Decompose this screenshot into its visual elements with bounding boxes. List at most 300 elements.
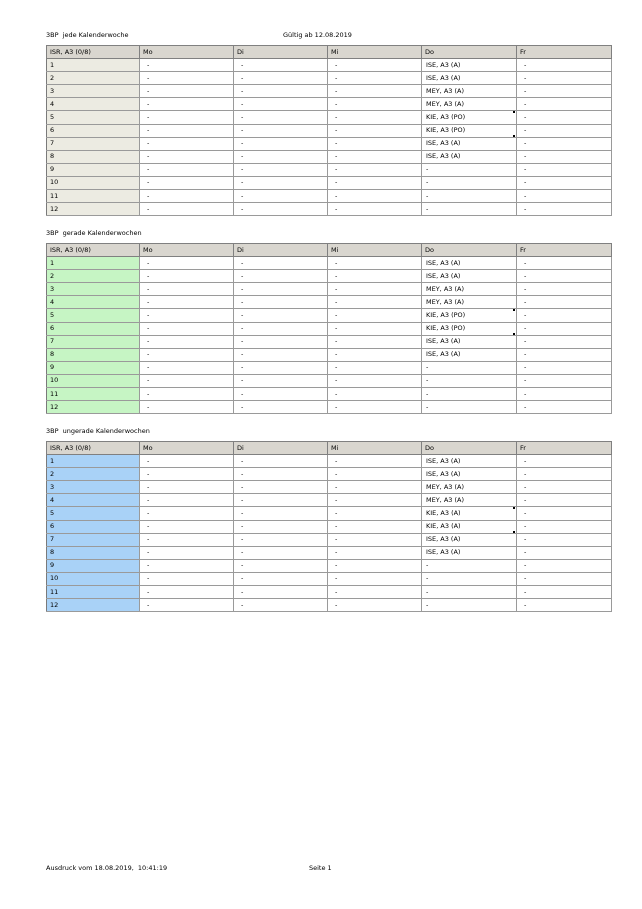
lesson-text: - — [335, 337, 338, 346]
column-header: Do — [422, 244, 517, 257]
lesson-cell — [234, 270, 328, 283]
lesson-cell — [517, 98, 612, 111]
lesson-cell — [234, 572, 328, 585]
lesson-cell — [328, 203, 422, 216]
lesson-cell — [328, 72, 422, 85]
lesson-text: - — [335, 324, 338, 333]
lesson-text: - — [241, 178, 244, 187]
lesson-cell — [140, 374, 234, 387]
lesson-cell — [422, 296, 517, 309]
lesson-cell — [328, 137, 422, 150]
lesson-cell — [517, 59, 612, 72]
lesson-cell — [140, 520, 234, 533]
period-label: 1 — [47, 59, 140, 72]
lesson-cell — [234, 388, 328, 401]
table-row — [47, 374, 612, 387]
table-row — [47, 85, 612, 98]
lesson-text: - — [335, 311, 338, 320]
lesson-text: - — [335, 152, 338, 161]
lesson-cell — [234, 401, 328, 414]
lesson-cell — [422, 59, 517, 72]
lesson-cell — [234, 559, 328, 572]
lesson-text: - — [426, 600, 429, 609]
lesson-text: - — [241, 191, 244, 200]
lesson-text: - — [335, 60, 338, 69]
lesson-cell — [234, 85, 328, 98]
lesson-cell — [517, 348, 612, 361]
lesson-text: - — [524, 284, 527, 293]
table-row — [47, 388, 612, 401]
lesson-text: - — [524, 535, 527, 544]
lesson-text: - — [524, 350, 527, 359]
lesson-cell — [234, 137, 328, 150]
lesson-cell — [328, 176, 422, 189]
lesson-text: - — [147, 376, 150, 385]
lesson-text: - — [524, 191, 527, 200]
period-label: 3 — [47, 481, 140, 494]
lesson-text: - — [335, 258, 338, 267]
lesson-cell — [234, 283, 328, 296]
table-row — [47, 572, 612, 585]
lesson-text: - — [147, 482, 150, 491]
column-header: Di — [234, 244, 328, 257]
lesson-cell — [328, 296, 422, 309]
lesson-cell — [234, 455, 328, 468]
lesson-cell — [234, 59, 328, 72]
lesson-text: - — [147, 350, 150, 359]
period-label: 12 — [47, 203, 140, 216]
marker-icon — [513, 111, 515, 113]
period-label: 11 — [47, 190, 140, 203]
lesson-text: - — [241, 152, 244, 161]
column-header: Mo — [140, 244, 234, 257]
lesson-cell — [517, 546, 612, 559]
lesson-text: - — [524, 86, 527, 95]
table-header-row — [47, 442, 612, 455]
lesson-text: - — [335, 495, 338, 504]
lesson-cell — [140, 111, 234, 124]
lesson-cell — [328, 546, 422, 559]
marker-icon — [513, 309, 515, 311]
lesson-text: - — [147, 271, 150, 280]
lesson-cell — [140, 388, 234, 401]
lesson-cell — [328, 401, 422, 414]
table-row — [47, 283, 612, 296]
lesson-text: - — [147, 324, 150, 333]
lesson-cell — [422, 72, 517, 85]
lesson-text: - — [524, 178, 527, 187]
timetable — [46, 243, 612, 414]
section-2-caption: 3BP gerade Kalenderwochen — [46, 229, 142, 237]
table-row — [47, 481, 612, 494]
lesson-text: - — [241, 86, 244, 95]
table-row — [47, 520, 612, 533]
column-header: Do — [422, 442, 517, 455]
lesson-cell — [517, 309, 612, 322]
lesson-text: - — [335, 561, 338, 570]
lesson-text: - — [147, 178, 150, 187]
period-label: 7 — [47, 137, 140, 150]
lesson-text: - — [524, 204, 527, 213]
lesson-cell — [422, 455, 517, 468]
lesson-text: - — [426, 561, 429, 570]
lesson-cell — [422, 98, 517, 111]
lesson-text: - — [335, 204, 338, 213]
lesson-text: ISE, A3 (A) — [426, 535, 461, 544]
table-row — [47, 72, 612, 85]
lesson-cell — [234, 335, 328, 348]
lesson-cell — [328, 520, 422, 533]
lesson-cell — [517, 494, 612, 507]
period-label: 2 — [47, 72, 140, 85]
lesson-text: - — [147, 509, 150, 518]
lesson-text: - — [241, 376, 244, 385]
lesson-text: - — [241, 271, 244, 280]
lesson-text: - — [335, 600, 338, 609]
lesson-cell — [140, 533, 234, 546]
lesson-text: - — [335, 402, 338, 411]
lesson-text: - — [426, 402, 429, 411]
lesson-cell — [328, 163, 422, 176]
table-row — [47, 137, 612, 150]
lesson-text: ISE, A3 (A) — [426, 337, 461, 346]
lesson-cell — [517, 468, 612, 481]
lesson-text: - — [335, 574, 338, 583]
lesson-text: - — [147, 587, 150, 596]
lesson-text: - — [147, 469, 150, 478]
column-header: Di — [234, 46, 328, 59]
lesson-cell — [140, 572, 234, 585]
lesson-text: - — [147, 311, 150, 320]
lesson-cell — [234, 72, 328, 85]
table-row — [47, 533, 612, 546]
lesson-cell — [328, 455, 422, 468]
lesson-cell — [422, 507, 517, 520]
lesson-text: - — [241, 363, 244, 372]
lesson-cell — [328, 270, 422, 283]
lesson-text: - — [241, 522, 244, 531]
table-row — [47, 270, 612, 283]
lesson-text: - — [426, 191, 429, 200]
lesson-text: - — [147, 402, 150, 411]
column-header: Di — [234, 442, 328, 455]
lesson-text: - — [147, 389, 150, 398]
table-row — [47, 507, 612, 520]
period-label: 8 — [47, 348, 140, 361]
column-header: Mi — [328, 442, 422, 455]
lesson-cell — [234, 599, 328, 612]
lesson-cell — [517, 163, 612, 176]
lesson-text: - — [426, 376, 429, 385]
lesson-text: KIE, A3 (A) — [426, 522, 461, 531]
lesson-cell — [140, 283, 234, 296]
lesson-text: KIE, A3 (PO) — [426, 113, 466, 122]
lesson-cell — [422, 309, 517, 322]
period-label: 4 — [47, 98, 140, 111]
lesson-cell — [140, 163, 234, 176]
lesson-cell — [422, 599, 517, 612]
lesson-text: - — [241, 482, 244, 491]
section-3-caption: 3BP ungerade Kalenderwochen — [46, 427, 150, 435]
lesson-text: - — [241, 402, 244, 411]
lesson-cell — [234, 348, 328, 361]
print-timestamp: Ausdruck vom 18.08.2019, 10:41:19 — [46, 864, 168, 872]
lesson-text: - — [147, 152, 150, 161]
lesson-text: - — [524, 258, 527, 267]
lesson-text: - — [524, 548, 527, 557]
lesson-text: - — [147, 363, 150, 372]
lesson-text: - — [147, 535, 150, 544]
lesson-cell — [422, 468, 517, 481]
lesson-cell — [422, 124, 517, 137]
lesson-text: - — [241, 324, 244, 333]
table-row — [47, 257, 612, 270]
lesson-cell — [422, 335, 517, 348]
table-row — [47, 309, 612, 322]
lesson-cell — [517, 361, 612, 374]
lesson-text: - — [524, 522, 527, 531]
lesson-cell — [328, 348, 422, 361]
lesson-cell — [140, 257, 234, 270]
table-row — [47, 361, 612, 374]
lesson-cell — [422, 559, 517, 572]
lesson-text: - — [524, 376, 527, 385]
lesson-text: ISE, A3 (A) — [426, 60, 461, 69]
period-label: 9 — [47, 163, 140, 176]
lesson-text: - — [147, 561, 150, 570]
lesson-text: - — [335, 284, 338, 293]
lesson-cell — [140, 98, 234, 111]
period-label: 7 — [47, 335, 140, 348]
lesson-text: MEY, A3 (A) — [426, 86, 464, 95]
lesson-text: - — [524, 139, 527, 148]
lesson-cell — [234, 520, 328, 533]
period-label: 9 — [47, 559, 140, 572]
lesson-cell — [328, 309, 422, 322]
lesson-cell — [422, 85, 517, 98]
lesson-text: - — [147, 126, 150, 135]
period-label: 2 — [47, 468, 140, 481]
lesson-cell — [234, 124, 328, 137]
lesson-cell — [422, 163, 517, 176]
lesson-cell — [422, 546, 517, 559]
lesson-text: - — [147, 495, 150, 504]
lesson-cell — [234, 203, 328, 216]
lesson-text: - — [241, 587, 244, 596]
lesson-text: - — [241, 60, 244, 69]
lesson-text: - — [524, 600, 527, 609]
lesson-cell — [140, 335, 234, 348]
lesson-text: - — [335, 456, 338, 465]
lesson-cell — [517, 85, 612, 98]
lesson-cell — [234, 481, 328, 494]
table-row — [47, 546, 612, 559]
lesson-text: - — [524, 337, 527, 346]
lesson-text: - — [335, 350, 338, 359]
lesson-text: - — [147, 297, 150, 306]
lesson-cell — [517, 176, 612, 189]
lesson-text: - — [524, 165, 527, 174]
lesson-text: - — [335, 165, 338, 174]
lesson-cell — [328, 599, 422, 612]
lesson-text: - — [241, 204, 244, 213]
lesson-cell — [140, 599, 234, 612]
lesson-cell — [422, 481, 517, 494]
lesson-text: - — [426, 165, 429, 174]
lesson-text: - — [241, 113, 244, 122]
lesson-cell — [234, 468, 328, 481]
lesson-text: - — [335, 535, 338, 544]
lesson-cell — [422, 572, 517, 585]
lesson-text: ISE, A3 (A) — [426, 548, 461, 557]
lesson-cell — [140, 322, 234, 335]
lesson-cell — [234, 361, 328, 374]
lesson-cell — [328, 257, 422, 270]
column-header: Do — [422, 46, 517, 59]
lesson-text: - — [524, 152, 527, 161]
lesson-text: - — [524, 271, 527, 280]
period-label: 8 — [47, 546, 140, 559]
lesson-cell — [517, 572, 612, 585]
lesson-text: MEY, A3 (A) — [426, 482, 464, 491]
lesson-text: - — [524, 297, 527, 306]
period-label: 4 — [47, 296, 140, 309]
lesson-cell — [422, 586, 517, 599]
lesson-cell — [234, 586, 328, 599]
lesson-cell — [140, 85, 234, 98]
lesson-text: - — [335, 99, 338, 108]
lesson-text: - — [335, 86, 338, 95]
period-label: 1 — [47, 257, 140, 270]
lesson-cell — [517, 559, 612, 572]
period-label: 7 — [47, 533, 140, 546]
lesson-cell — [328, 124, 422, 137]
table-row — [47, 599, 612, 612]
lesson-cell — [234, 322, 328, 335]
lesson-text: - — [241, 561, 244, 570]
lesson-text: ISE, A3 (A) — [426, 258, 461, 267]
lesson-text: - — [241, 99, 244, 108]
lesson-cell — [422, 388, 517, 401]
timetable-odd-weeks — [46, 441, 611, 612]
lesson-cell — [328, 283, 422, 296]
lesson-text: - — [524, 561, 527, 570]
column-header: Mo — [140, 46, 234, 59]
lesson-text: ISE, A3 (A) — [426, 73, 461, 82]
lesson-text: - — [335, 469, 338, 478]
table-row — [47, 203, 612, 216]
table-row — [47, 455, 612, 468]
lesson-text: - — [241, 509, 244, 518]
lesson-cell — [234, 111, 328, 124]
lesson-cell — [140, 176, 234, 189]
lesson-cell — [328, 111, 422, 124]
table-header-row — [47, 244, 612, 257]
period-label: 12 — [47, 599, 140, 612]
lesson-cell — [328, 494, 422, 507]
lesson-cell — [328, 361, 422, 374]
lesson-cell — [422, 176, 517, 189]
lesson-text: - — [335, 113, 338, 122]
lesson-cell — [422, 111, 517, 124]
lesson-cell — [422, 494, 517, 507]
lesson-cell — [422, 374, 517, 387]
timetable-every-week — [46, 45, 611, 216]
lesson-cell — [140, 586, 234, 599]
period-label: 10 — [47, 176, 140, 189]
lesson-text: - — [335, 73, 338, 82]
lesson-text: - — [147, 191, 150, 200]
column-header: ISR, A3 (0/8) — [47, 442, 140, 455]
table-row — [47, 494, 612, 507]
period-label: 3 — [47, 283, 140, 296]
column-header: Mi — [328, 46, 422, 59]
lesson-cell — [422, 348, 517, 361]
table-row — [47, 176, 612, 189]
lesson-cell — [234, 546, 328, 559]
period-label: 9 — [47, 361, 140, 374]
table-row — [47, 150, 612, 163]
table-row — [47, 98, 612, 111]
period-label: 10 — [47, 374, 140, 387]
lesson-text: - — [241, 600, 244, 609]
lesson-text: - — [241, 535, 244, 544]
lesson-cell — [234, 296, 328, 309]
lesson-cell — [328, 388, 422, 401]
table-row — [47, 124, 612, 137]
lesson-cell — [517, 401, 612, 414]
lesson-text: - — [147, 258, 150, 267]
lesson-text: - — [335, 297, 338, 306]
lesson-text: - — [241, 284, 244, 293]
lesson-text: - — [147, 139, 150, 148]
lesson-cell — [422, 283, 517, 296]
lesson-text: - — [241, 574, 244, 583]
lesson-text: ISE, A3 (A) — [426, 152, 461, 161]
lesson-cell — [422, 533, 517, 546]
lesson-text: - — [524, 113, 527, 122]
lesson-text: - — [241, 350, 244, 359]
lesson-cell — [328, 559, 422, 572]
lesson-cell — [517, 586, 612, 599]
lesson-text: - — [335, 587, 338, 596]
column-header: Mi — [328, 244, 422, 257]
lesson-cell — [328, 59, 422, 72]
lesson-cell — [517, 270, 612, 283]
lesson-text: - — [335, 389, 338, 398]
period-label: 8 — [47, 150, 140, 163]
column-header: Mo — [140, 442, 234, 455]
timetable — [46, 45, 612, 216]
lesson-cell — [140, 309, 234, 322]
lesson-text: - — [147, 284, 150, 293]
lesson-cell — [234, 176, 328, 189]
lesson-text: - — [147, 113, 150, 122]
lesson-cell — [517, 374, 612, 387]
lesson-cell — [517, 190, 612, 203]
lesson-text: - — [335, 482, 338, 491]
lesson-text: - — [426, 363, 429, 372]
column-header: ISR, A3 (0/8) — [47, 244, 140, 257]
lesson-cell — [517, 335, 612, 348]
lesson-cell — [140, 559, 234, 572]
column-header: ISR, A3 (0/8) — [47, 46, 140, 59]
lesson-cell — [140, 455, 234, 468]
lesson-text: - — [524, 495, 527, 504]
period-label: 6 — [47, 124, 140, 137]
lesson-text: - — [241, 139, 244, 148]
lesson-text: - — [524, 587, 527, 596]
